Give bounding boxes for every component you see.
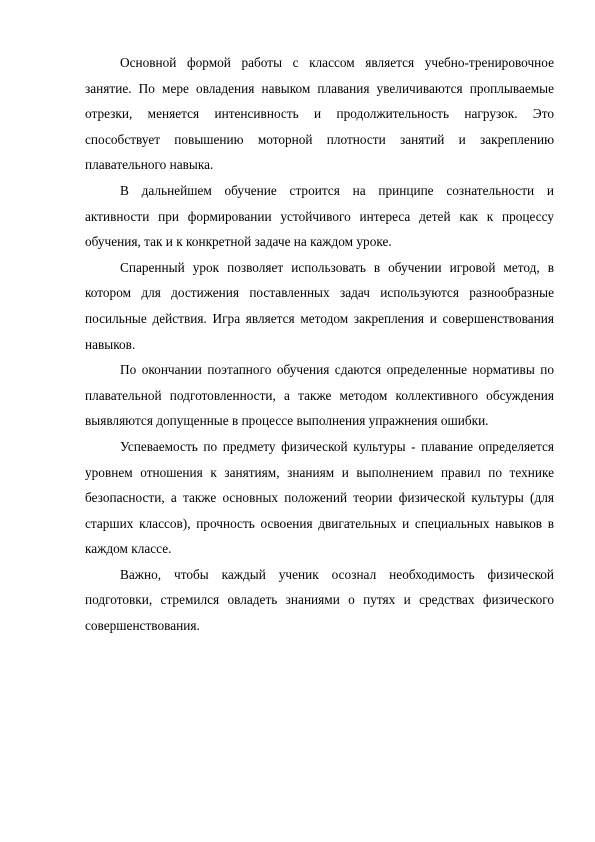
paragraph-4: По окончании поэтапного обучения сдаются определенные нормативы по плавательной подготовленности, а также методом коллективного обсуждения выявляются допущенные в процессе выполнения упражнения ошибки. — [85, 362, 554, 429]
paragraph-3: Спаренный урок позволяет использовать в обучении игровой метод, в котором для достижения поставленных задач используются разнообразные посильные действия. Игра является методом закрепления и совершенствования навыков. — [85, 259, 554, 352]
paragraph-5: Успеваемость по предмету физической культуры - плавание определяется уровнем отношения к занятиям, знаниям и выполнением правил по технике безопасности, а также основных положений теории физической культуры (для старших классов), прочность освоения двигательных и специальных навыков в каждом классе. — [85, 438, 554, 557]
document-page — [85, 50, 554, 639]
paragraph-6: Важно, чтобы каждый ученик осознал необходимость физической подготовки, стремился овладеть знаниями о путях и средствах физического совершенствования. — [85, 566, 554, 634]
paragraph-2: В дальнейшем обучение строится на принципе сознательности и активности при формировании устойчивого интереса детей как к процессу обучения, так и к конкретной задаче на каждом уроке. — [85, 182, 554, 250]
paragraph-1: Основной формой работы с классом является учебно-тренировочное занятие. По мере овладения навыком плавания увеличиваются проплываемые отрезки, меняется интенсивность и продолжительность нагрузок. Это способствует повышению моторной плотности занятий и закреплению плавательного навыка. — [85, 55, 554, 173]
